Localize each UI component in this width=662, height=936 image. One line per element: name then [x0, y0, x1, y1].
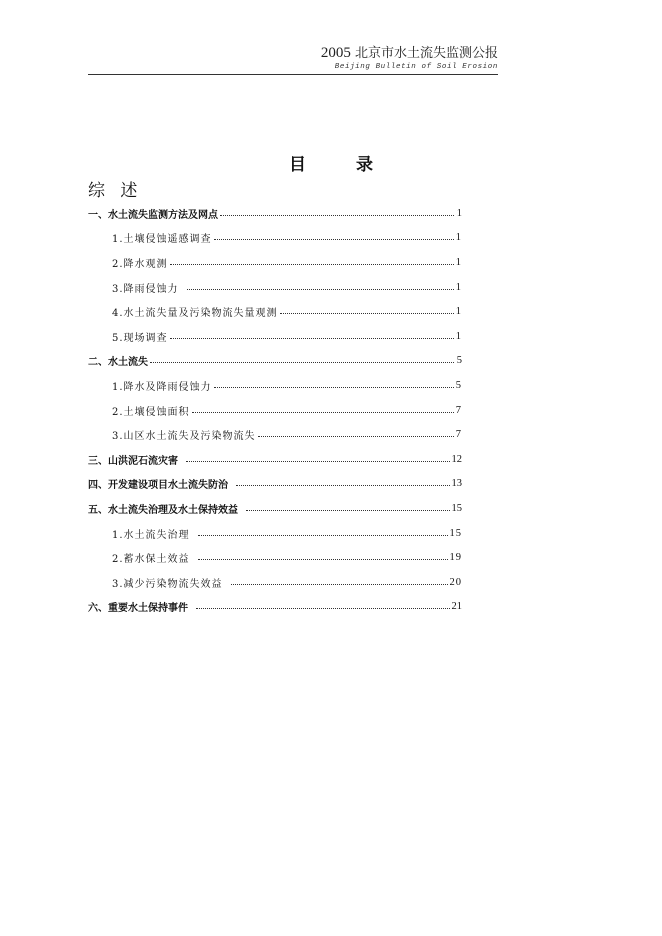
dot-leader: [196, 608, 450, 609]
toc-page-number: 5: [455, 379, 462, 391]
toc-subsection-entry[interactable]: [88, 250, 462, 275]
table-of-contents: [88, 201, 462, 619]
toc-entry-label: 1.土壤侵蚀遥感调查: [112, 234, 212, 246]
toc-section-entry[interactable]: [88, 496, 462, 521]
dot-leader: [220, 215, 454, 216]
header-title-text: 北京市水土流失监测公报: [354, 46, 498, 61]
toc-entry-label: 4.水土流失量及污染物流失量观测: [112, 308, 278, 320]
toc-subsection-entry[interactable]: [88, 570, 462, 595]
toc-page-number: 1: [456, 207, 462, 219]
dot-leader: [231, 584, 448, 585]
toc-entry-label: 2.降水观测: [112, 258, 168, 270]
overview-heading: 综 述: [88, 181, 143, 201]
toc-entry-label: 六、重要水土保持事件: [88, 603, 188, 615]
toc-section-entry[interactable]: [88, 201, 462, 226]
dot-leader: [192, 412, 454, 413]
dot-leader: [246, 510, 450, 511]
dot-leader: [214, 239, 454, 240]
toc-subsection-entry[interactable]: [88, 373, 462, 398]
toc-entry-label: 1.水土流失治理: [112, 529, 190, 541]
toc-section-entry[interactable]: [88, 447, 462, 472]
toc-entry-label: 一、水土流失监测方法及网点: [88, 209, 218, 221]
toc-page-number: 1: [455, 232, 462, 244]
toc-page-number: 12: [451, 453, 462, 465]
dot-leader: [170, 338, 454, 339]
toc-page-number: 19: [449, 552, 462, 564]
toc-subsection-entry[interactable]: [88, 545, 462, 570]
dot-leader: [258, 436, 454, 437]
dot-leader: [150, 362, 454, 363]
toc-entry-label: 1.降水及降雨侵蚀力: [112, 381, 212, 393]
toc-entry-label: 二、水土流失: [88, 357, 148, 369]
toc-page-number: 1: [455, 281, 462, 293]
toc-entry-label: 3.山区水土流失及污染物流失: [112, 431, 256, 443]
toc-subsection-entry[interactable]: [88, 299, 462, 324]
toc-entry-label: 3.减少污染物流失效益: [112, 578, 223, 590]
toc-section-entry[interactable]: [88, 472, 462, 497]
toc-entry-label: 5.现场调查: [112, 332, 168, 344]
dot-leader: [236, 485, 450, 486]
toc-entry-label: 五、水土流失治理及水土保持效益: [88, 504, 238, 516]
toc-page-number: 15: [449, 527, 462, 539]
toc-entry-label: 3.降雨侵蚀力: [112, 283, 179, 295]
toc-section-entry[interactable]: [88, 349, 462, 374]
toc-entry-label: 2.蓄水保土效益: [112, 554, 190, 566]
toc-page-number: 15: [451, 502, 462, 514]
toc-page-number: 7: [455, 429, 462, 441]
toc-page-number: 7: [455, 404, 462, 416]
toc-subsection-entry[interactable]: [88, 398, 462, 423]
toc-page-number: 1: [455, 256, 462, 268]
page-header: [88, 36, 498, 76]
toc-page-number: 1: [455, 330, 462, 342]
dot-leader: [280, 313, 454, 314]
toc-section-entry[interactable]: [88, 595, 462, 620]
toc-page-number: 21: [451, 601, 462, 613]
dot-leader: [186, 461, 450, 462]
dot-leader: [198, 535, 448, 536]
toc-entry-label: 四、开发建设项目水土流失防治: [88, 480, 228, 492]
toc-subsection-entry[interactable]: [88, 521, 462, 546]
dot-leader: [170, 264, 454, 265]
header-subtitle: Beijing Bulletin of Soil Erosion: [334, 63, 498, 71]
toc-page-number: 5: [456, 355, 462, 367]
toc-entry-label: 2.土壤侵蚀面积: [112, 406, 190, 418]
dot-leader: [198, 559, 448, 560]
toc-page-number: 13: [451, 478, 462, 490]
header-divider: [88, 74, 498, 75]
toc-entry-label: 三、山洪泥石流灾害: [88, 455, 178, 467]
header-year: 2005: [320, 45, 351, 61]
header-title: [321, 42, 498, 62]
toc-page-number: 20: [449, 576, 462, 588]
toc-subsection-entry[interactable]: [88, 324, 462, 349]
toc-subsection-entry[interactable]: [88, 422, 462, 447]
toc-subsection-entry[interactable]: [88, 275, 462, 300]
toc-subsection-entry[interactable]: [88, 226, 462, 251]
dot-leader: [187, 289, 454, 290]
toc-page-number: 1: [455, 306, 462, 318]
toc-title: 目 录: [289, 155, 395, 175]
dot-leader: [214, 387, 454, 388]
